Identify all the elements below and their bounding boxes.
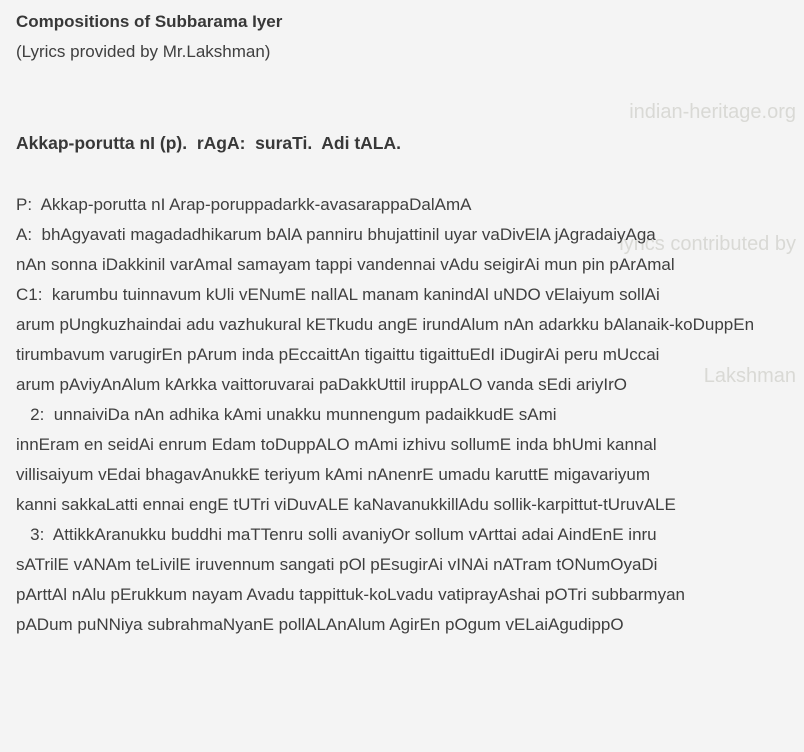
watermark-line-site: indian-heritage.org (629, 101, 796, 123)
lyric-line: C1: karumbu tuinnavum kUli vENumE nallAL manam kanindAl uNDO vElaiyum sollAi (16, 285, 660, 304)
lyric-line: innEram en seidAi enrum Edam toDuppALO mAmi izhivu sollumE inda bhUmi kannal (16, 435, 657, 454)
lyric-line: arum pUngkuzhaindai adu vazhukural kETkudu angE irundAlum nAn adarkku bAlanaik-koDuppEn (16, 315, 755, 334)
page-subtitle: (Lyrics provided by Mr.Lakshman) (16, 42, 271, 61)
lyric-line: villisaiyum vEdai bhagavAnukkE teriyum kAmi nAnenrE umadu karuttE migavariyum (16, 465, 650, 484)
lyric-line: kanni sakkaLatti ennai engE tUTri viDuvALE kaNavanukkillAdu sollik-karpittut-tUruvALE (16, 495, 676, 514)
lyric-line: sATrilE vANAm teLivilE iruvennum sangati pOl pEsugirAi vINAi nATram tONumOyaDi (16, 555, 658, 574)
watermark-line-credit: lyrics contributed by (619, 233, 796, 255)
lyric-line: arum pAviyAnAlum kArkka vaittoruvarai paDakkUttil iruppALO vanda sEdi ariyIrO (16, 375, 627, 394)
lyric-line: pADum puNNiya subrahmaNyanE pollALAnAlum AgirEn pOgum vELaiAgudippO (16, 615, 624, 634)
lyric-line: tirumbavum varugirEn pArum inda pEccaittAn tigaittu tigaittuEdI iDugirAi peru mUccai (16, 345, 660, 364)
lyric-line: 3: AttikkAranukku buddhi maTTenru solli avaniyOr sollum vArttai adai AindEnE inru (16, 525, 657, 544)
lyric-line: 2: unnaiviDa nAn adhika kAmi unakku munnengum padaikkudE sAmi (16, 405, 557, 424)
lyric-line: A: bhAgyavati magadadhikarum bAlA panniru bhujattinil uyar vaDivElA jAgradaiyAga (16, 225, 656, 244)
page-title: Compositions of Subbarama Iyer (16, 12, 283, 31)
lyric-line: P: Akkap-porutta nI Arap-poruppadarkk-avasarappaDalAmA (16, 195, 472, 214)
lyrics-body (16, 190, 804, 640)
lyric-line: nAn sonna iDakkinil varAmal samayam tappi vandennai vAdu seigirAi mun pin pArAmal (16, 255, 675, 274)
lyric-line: pArttAl nAlu pErukkum nayam Avadu tappittuk-koLvadu vatiprayAshai pOTri subbarmyan (16, 585, 686, 604)
watermark-line-name: Lakshman (703, 365, 796, 387)
song-heading: Akkap-porutta nI (p). rAgA: suraTi. Adi tALA. (16, 133, 401, 153)
document-header (16, 7, 282, 67)
